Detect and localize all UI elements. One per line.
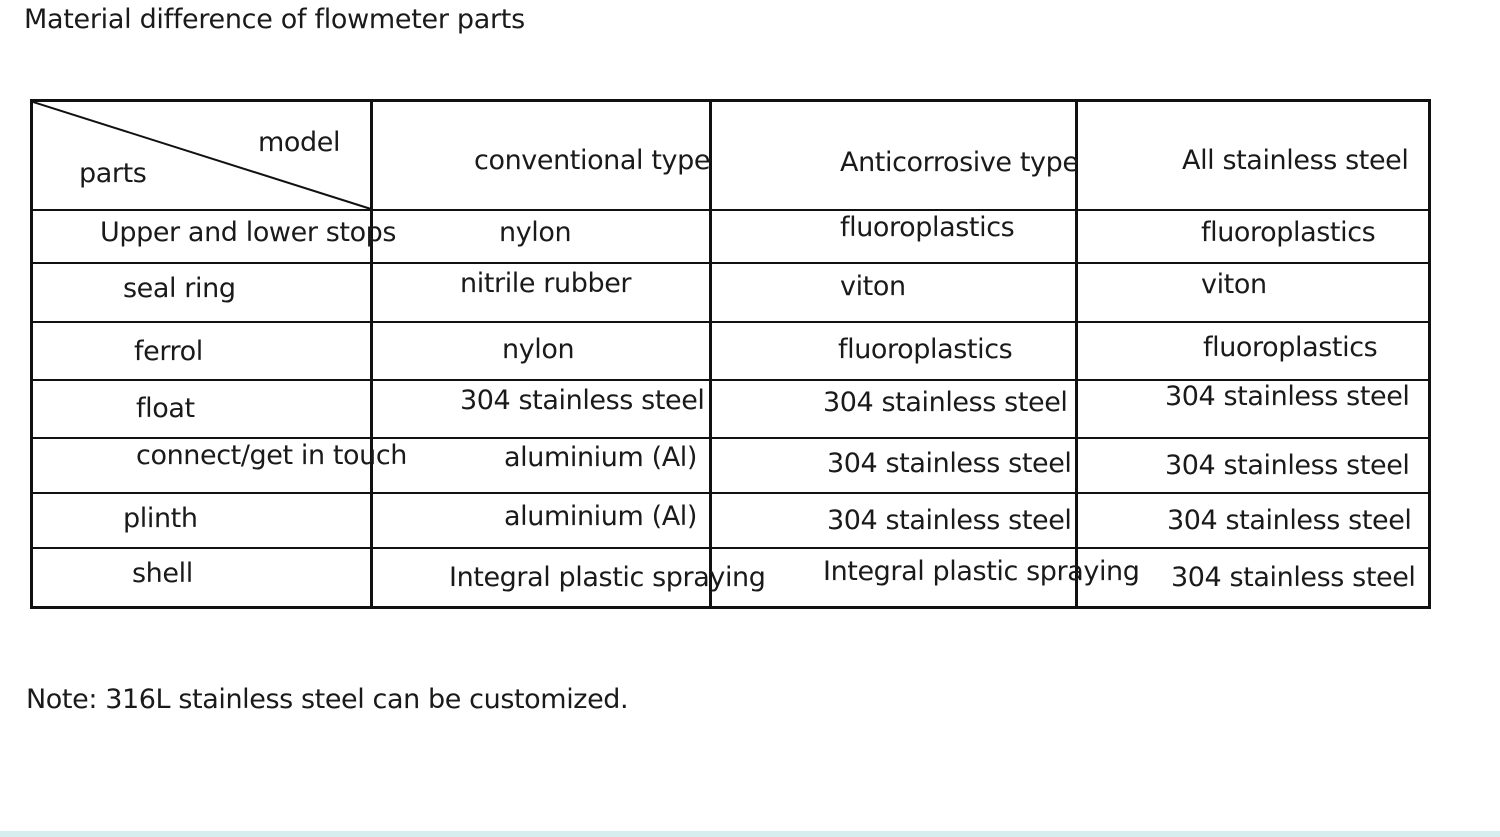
table-cell: 304 stainless steel [460,385,705,416]
table-cell: viton [1201,269,1267,300]
table-cell: aluminium (Al) [504,501,698,532]
table-cell: 304 stainless steel [823,387,1068,418]
table-cell: 304 stainless steel [827,448,1072,479]
row-divider [33,492,1431,494]
table-cell: nylon [499,217,572,248]
column-header: All stainless steel [1182,145,1409,176]
table-cell: nitrile rubber [460,268,632,299]
row-divider [33,547,1431,549]
row-part-label: seal ring [123,273,236,304]
row-part-label: plinth [123,503,198,534]
table-cell: viton [840,271,906,302]
table-cell: fluoroplastics [838,334,1013,365]
table-cell: Integral plastic spraying [823,556,1140,587]
table-cell: 304 stainless steel [827,505,1072,536]
table-cell: 304 stainless steel [1171,562,1416,593]
row-divider [33,321,1431,323]
row-part-label: Upper and lower stops [100,217,397,248]
table-cell: 304 stainless steel [1167,505,1412,536]
row-divider [33,437,1431,439]
page-title: Material difference of flowmeter parts [24,4,525,35]
table-cell: fluoroplastics [1201,217,1376,248]
column-header: conventional type [474,145,711,176]
column-header: Anticorrosive type [840,147,1079,178]
row-part-label: float [136,393,195,424]
table-cell: aluminium (Al) [504,442,698,473]
row-part-label: connect/get in touch [136,440,408,471]
footnote: Note: 316L stainless steel can be customized. [26,684,629,715]
row-divider [33,262,1431,264]
material-table [30,99,1431,609]
table-cell: fluoroplastics [840,212,1015,243]
column-divider [709,102,712,606]
row-part-label: shell [132,558,193,589]
corner-label-model: model [258,127,341,158]
corner-label-parts: parts [79,158,147,189]
table-cell: 304 stainless steel [1165,450,1410,481]
table-cell: 304 stainless steel [1165,381,1410,412]
table-cell: fluoroplastics [1203,332,1378,363]
table-cell: Integral plastic spraying [449,562,766,593]
bottom-strip [0,831,1500,837]
row-part-label: ferrol [134,336,203,367]
table-cell: nylon [502,334,575,365]
